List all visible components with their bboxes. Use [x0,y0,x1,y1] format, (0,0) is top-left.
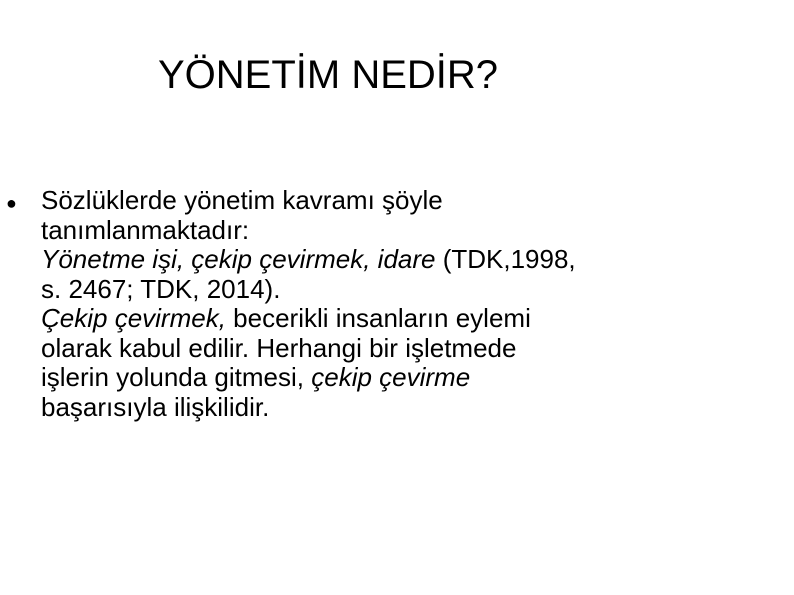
explanation-text-3: işlerin yolunda gitmesi, [41,362,312,392]
definition-citation-1: (TDK,1998, [435,244,576,274]
explanation-line-1 [41,304,741,334]
explanation-line-4: başarısıyla ilişkilidir. [41,391,270,422]
definition-italic: Yönetme işi, çekip çevirmek, idare [41,244,436,274]
intro-line-2: tanımlanmaktadır: [41,214,250,245]
explanation-italic-2: çekip çevirme [311,362,471,392]
slide-body [41,186,741,422]
intro-line-1: Sözlüklerde yönetim kavramı şöyle [41,185,443,215]
explanation-italic-1: Çekip çevirmek, [41,303,226,333]
definition-citation-2: s. 2467; TDK, 2014). [41,273,281,304]
explanation-line-2: olarak kabul edilir. Herhangi bir işletmede [41,332,517,363]
definition-line-1 [41,245,741,275]
explanation-line-3 [41,363,741,393]
explanation-text-1: becerikli insanların eylemi [225,303,531,333]
slide-title: YÖNETİM NEDİR? [158,53,499,97]
bullet-icon: ● [6,193,17,213]
